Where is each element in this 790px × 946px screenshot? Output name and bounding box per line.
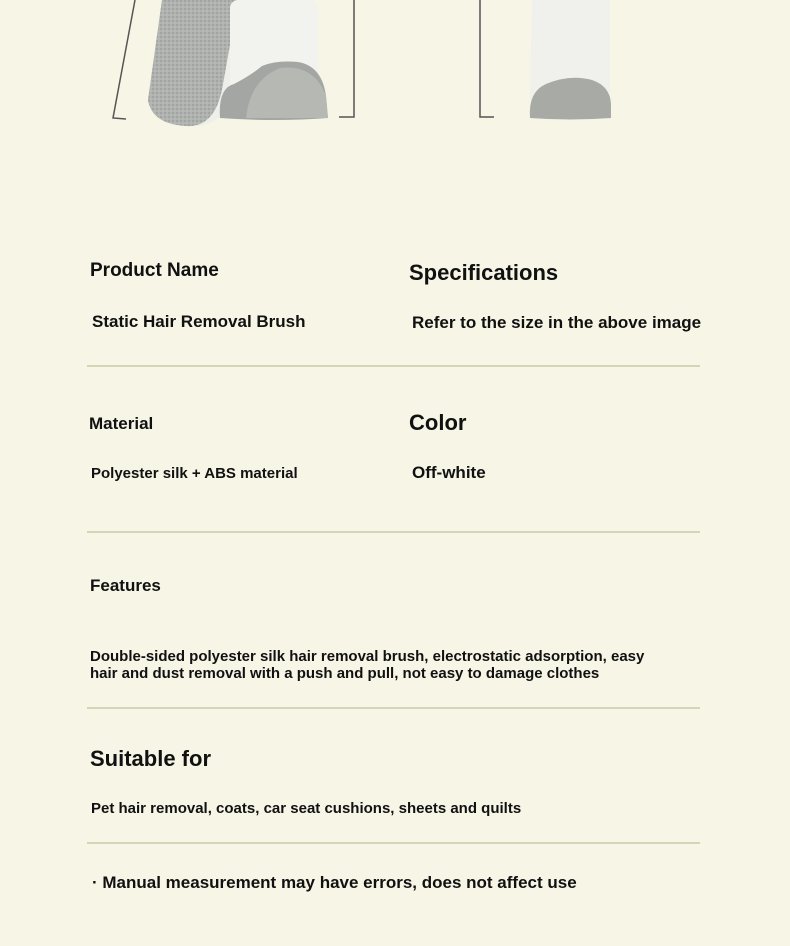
suitable-for-label: Suitable for bbox=[90, 746, 212, 771]
section-divider bbox=[87, 531, 700, 533]
material-value: Polyester silk + ABS material bbox=[91, 465, 298, 482]
measurement-note: · Manual measurement may have errors, does not affect use bbox=[92, 873, 577, 892]
product-name-label: Product Name bbox=[90, 260, 219, 281]
product-image bbox=[100, 0, 640, 135]
section-divider bbox=[87, 365, 700, 367]
color-label: Color bbox=[409, 410, 467, 435]
section-divider bbox=[87, 707, 700, 709]
brush-side-view bbox=[480, 0, 611, 120]
specifications-value: Refer to the size in the above image bbox=[412, 313, 702, 332]
material-label: Material bbox=[89, 414, 154, 433]
suitable-for-value: Pet hair removal, coats, car seat cushions, sheets and quilts bbox=[91, 800, 522, 817]
brush-front-view bbox=[148, 0, 328, 126]
product-name-value: Static Hair Removal Brush bbox=[92, 312, 306, 331]
color-value: Off-white bbox=[412, 463, 486, 482]
section-divider bbox=[87, 842, 700, 844]
specifications-label: Specifications bbox=[409, 260, 559, 285]
features-label: Features bbox=[90, 576, 161, 595]
features-value: Double-sided polyester silk hair removal brush, electrostatic adsorption, easy hair and dust removal with a push and pull, not easy to damage clothes bbox=[90, 648, 645, 682]
